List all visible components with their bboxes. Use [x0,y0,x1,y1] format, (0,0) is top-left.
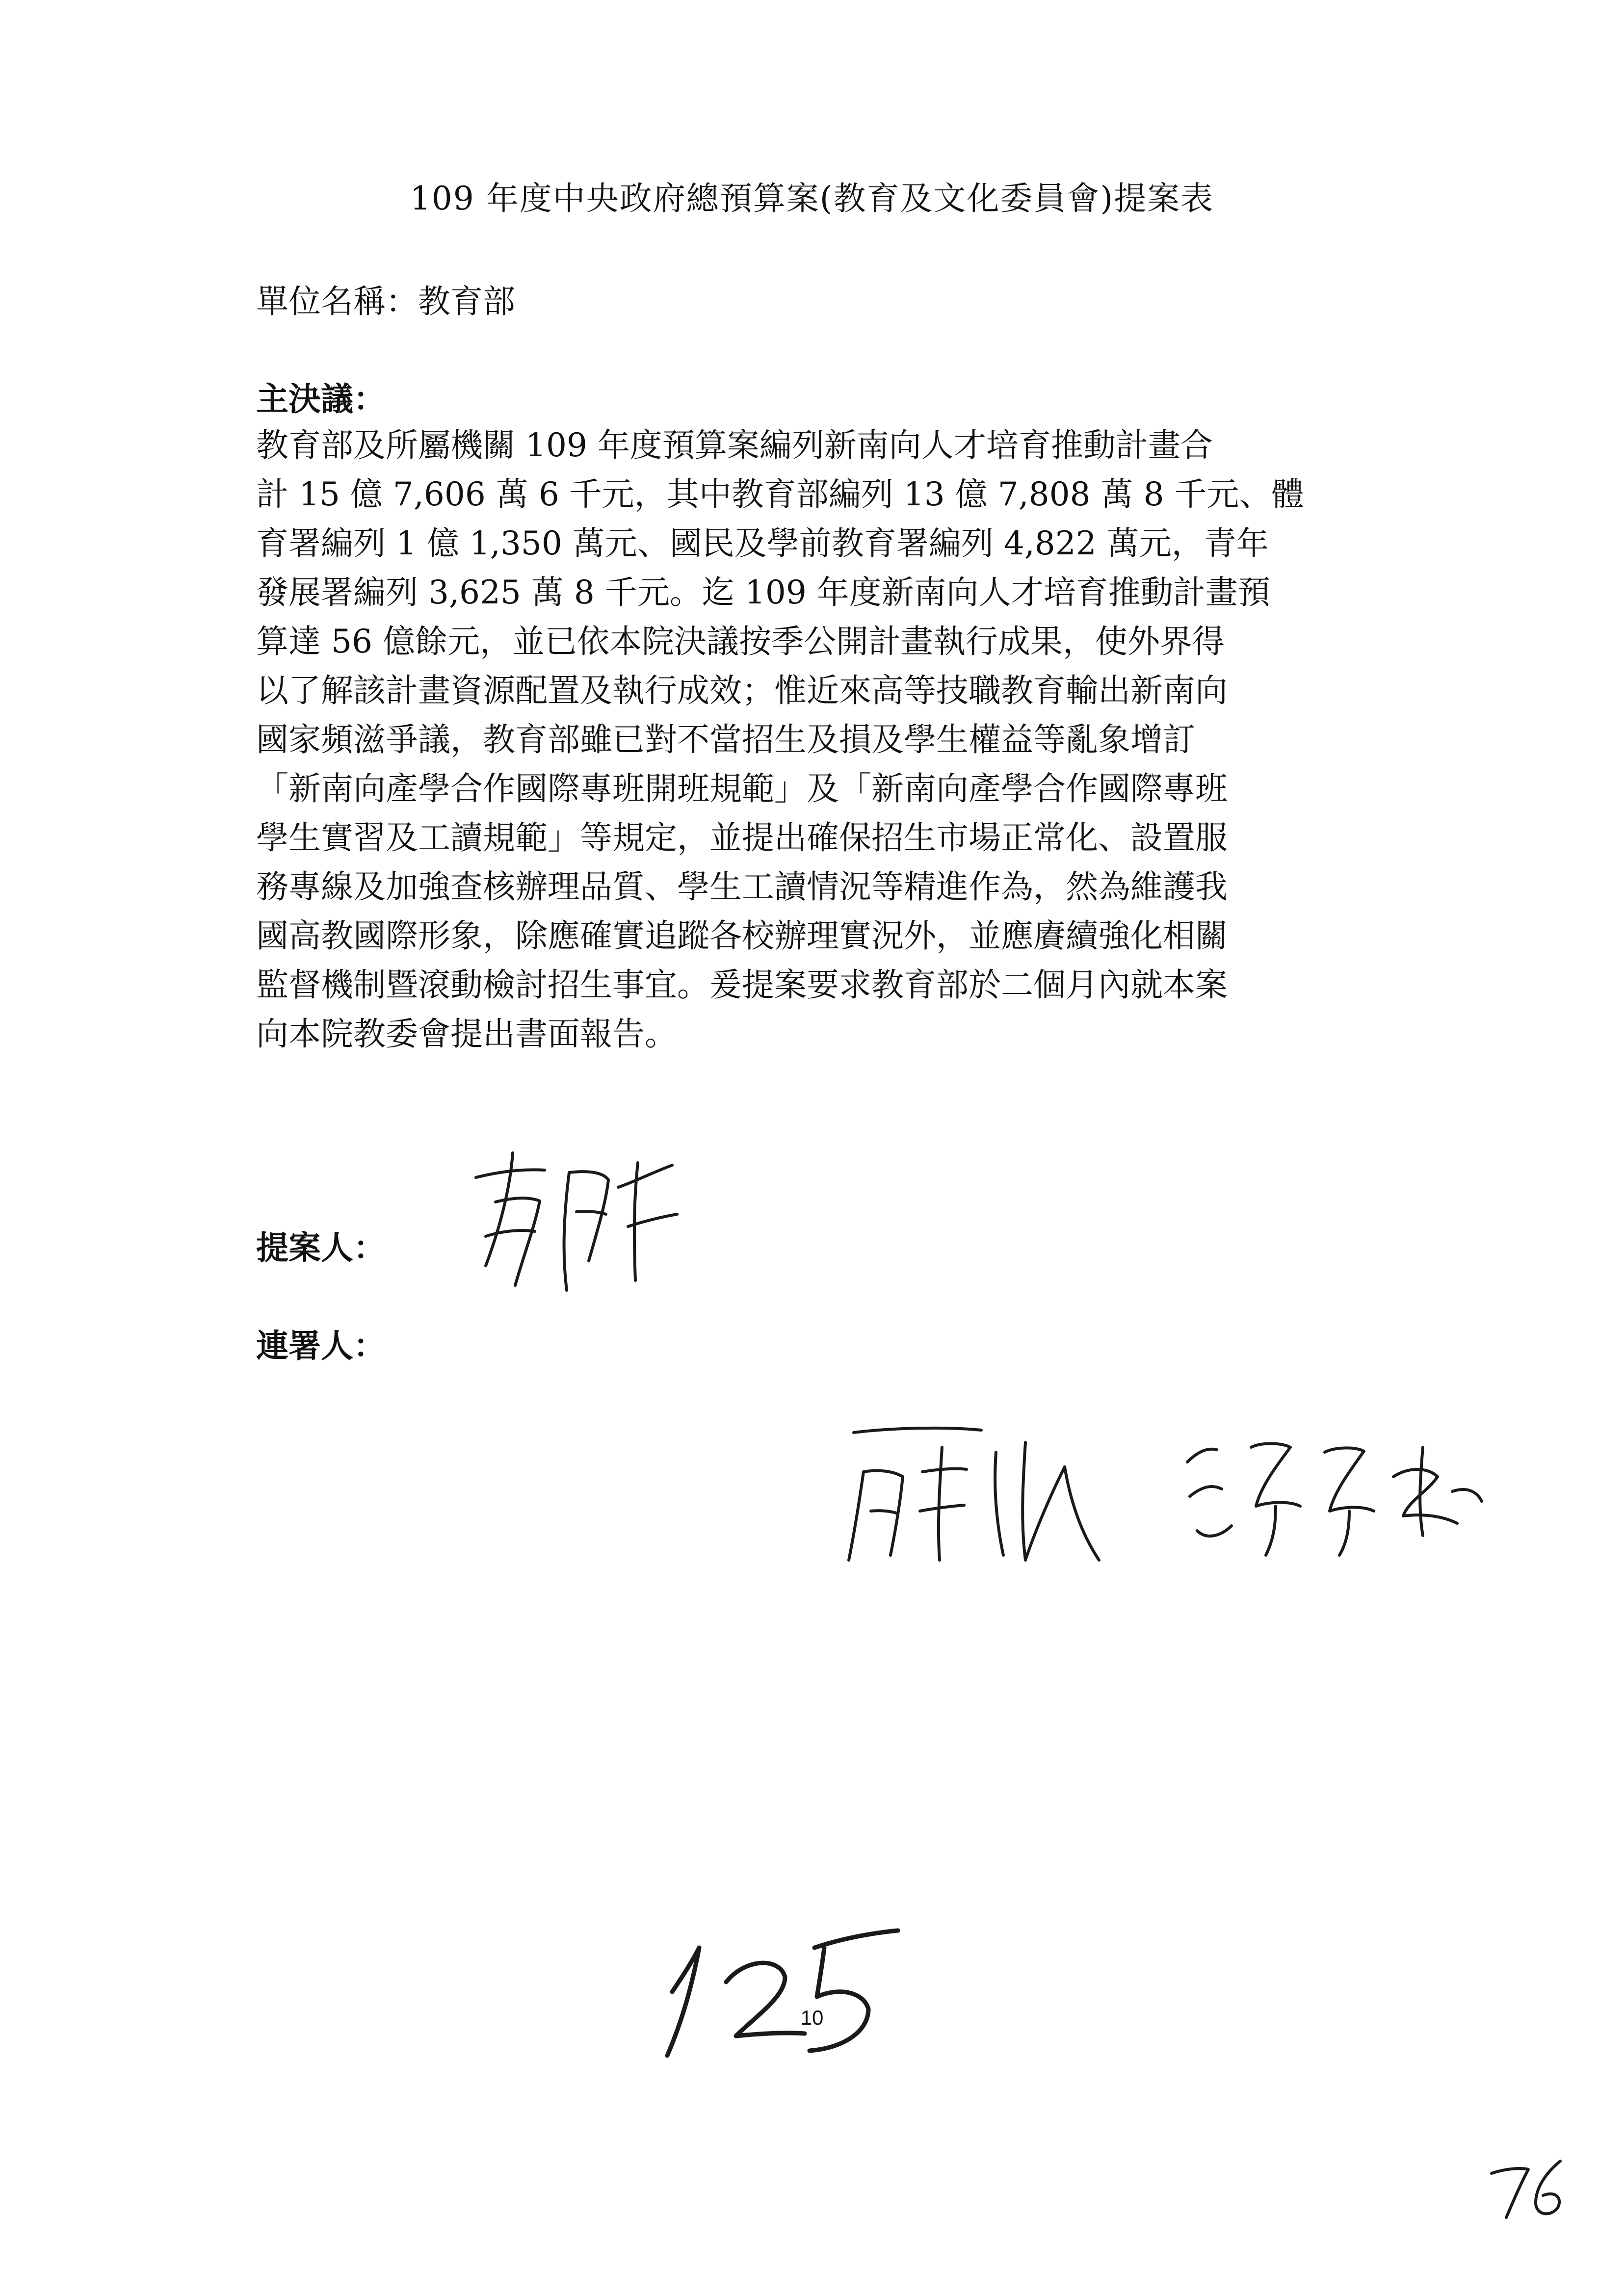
cosigner-signature-2 [1178,1418,1492,1565]
body-line: 教育部及所屬機關 109 年度預算案編列新南向人才培育推動計畫合 [256,426,1213,464]
body-line: 計 15 億 7,606 萬 6 千元，其中教育部編列 13 億 7,808 萬 8 千元、體 [256,475,1304,513]
cosigner-label: 連署人： [256,1327,386,1365]
proposer-signature [466,1143,692,1305]
body-line: 學生實習及工讀規範」等規定，並提出確保招生市場正常化、設置服 [256,819,1228,857]
body-line: 國家頻滋爭議，教育部雖已對不當招生及損及學生權益等亂象增訂 [256,721,1195,758]
document-title: 109 年度中央政府總預算案(教育及文化委員會)提案表 [410,180,1214,217]
resolution-heading: 主決議： [256,380,386,418]
body-line: 算達 56 億餘元，並已依本院決議按季公開計畫執行成果，使外界得 [256,623,1225,660]
body-line: 育署編列 1 億 1,350 萬元、國民及學前教育署編列 4,822 萬元，青年 [256,524,1269,562]
body-line: 國高教國際形象，除應確實追蹤各校辦理實況外，並應賡續強化相關 [256,917,1228,955]
body-line: 監督機制暨滾動檢討招生事宜。爰提案要求教育部於二個月內就本案 [256,966,1228,1004]
body-line: 以了解該計畫資源配置及執行成效；惟近來高等技職教育輸出新南向 [256,672,1228,709]
cosigner-signature-1 [834,1413,1138,1570]
proposer-label: 提案人： [256,1228,386,1267]
handwritten-page-number [638,1904,913,2065]
body-line: 務專線及加強查核辦理品質、學生工讀情況等精進作為，然為維護我 [256,868,1228,906]
body-line: 「新南向產學合作國際專班開班規範」及「新南向產學合作國際專班 [256,770,1228,808]
handwritten-corner-number [1487,2154,1575,2222]
page-number: 10 [800,2006,824,2029]
resolution-body [256,421,1414,1059]
body-line: 向本院教委會提出書面報告。 [256,1015,677,1053]
body-line: 發展署編列 3,625 萬 8 千元。迄 109 年度新南向人才培育推動計畫預 [256,574,1270,611]
unit-name-line: 單位名稱：教育部 [256,283,515,320]
